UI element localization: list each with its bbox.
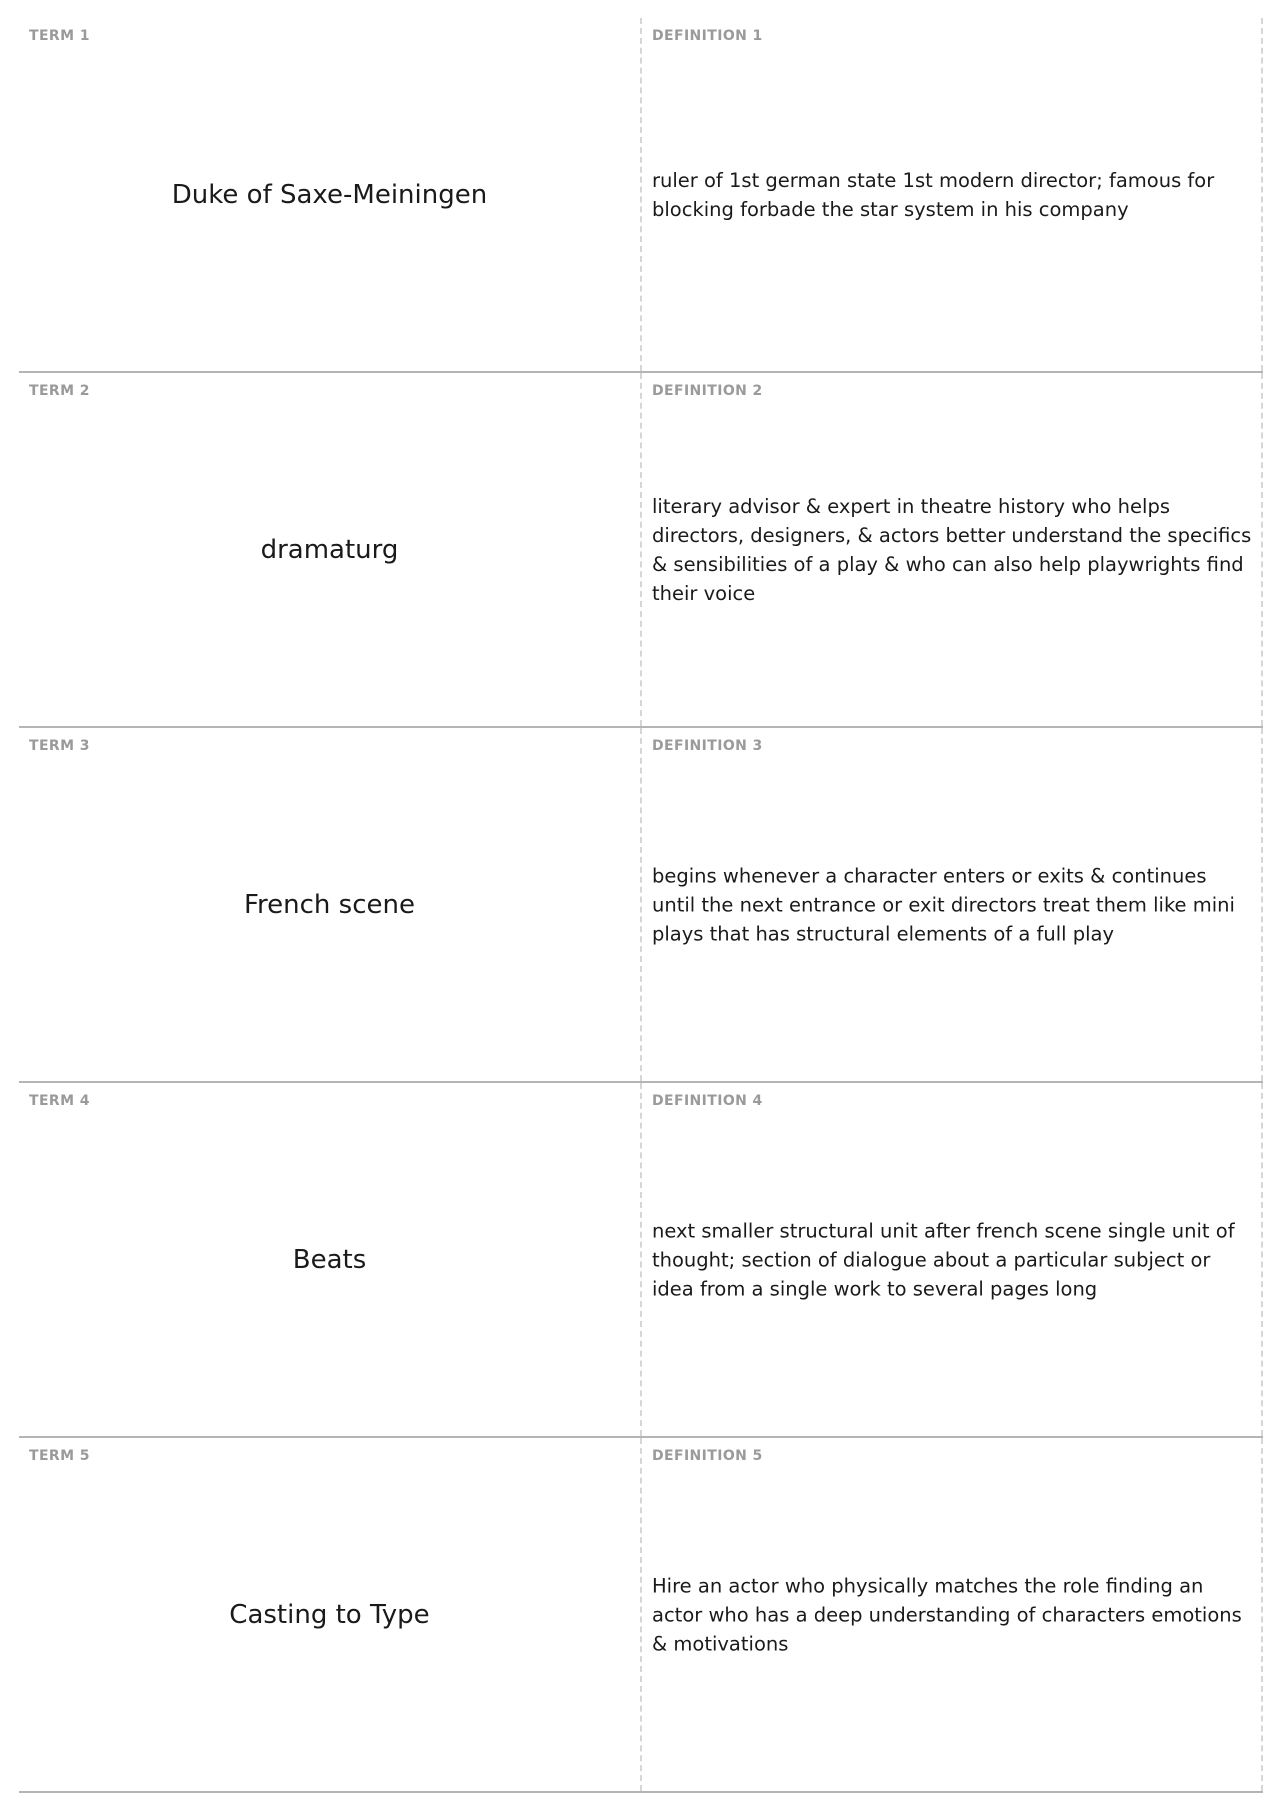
term-cell (19, 1438, 642, 1791)
flashcard-sheet (19, 0, 1263, 1793)
flashcard-row (19, 18, 1263, 373)
term-label: TERM 4 (29, 1093, 90, 1109)
flashcard-row (19, 1083, 1263, 1438)
definition-label: DEFINITION 1 (652, 28, 763, 44)
term-text: Beats (292, 1244, 367, 1275)
term-cell (19, 373, 642, 726)
term-cell (19, 18, 642, 371)
term-text: Casting to Type (229, 1599, 430, 1630)
term-label: TERM 2 (29, 383, 90, 399)
term-text: Duke of Saxe-Meiningen (171, 179, 488, 210)
definition-text: ruler of 1st german state 1st modern director; famous for blocking forbade the star system in his company (652, 168, 1215, 221)
definition-text: literary advisor & expert in theatre history who helps directors, designers, & actors better understand the specifics & sensibilities of a play & who can also help playwrights find their voice (652, 494, 1252, 605)
term-text: French scene (243, 889, 415, 920)
definition-label: DEFINITION 3 (652, 738, 763, 754)
flashcard-row (19, 1438, 1263, 1793)
definition-text: next smaller structural unit after french scene single unit of thought; section of dialogue about a particular subject or idea from a single work to several pages long (652, 1219, 1235, 1300)
term-text: dramaturg (260, 534, 399, 565)
definition-text: begins whenever a character enters or exits & continues until the next entrance or exit directors treat them like mini plays that has structural elements of a full play (652, 864, 1235, 945)
definition-cell (642, 1438, 1263, 1791)
term-label: TERM 1 (29, 28, 90, 44)
definition-cell (642, 1083, 1263, 1436)
flashcard-row (19, 728, 1263, 1083)
term-label: TERM 3 (29, 738, 90, 754)
definition-label: DEFINITION 4 (652, 1093, 763, 1109)
definition-label: DEFINITION 2 (652, 383, 763, 399)
term-label: TERM 5 (29, 1448, 90, 1464)
term-cell (19, 1083, 642, 1436)
definition-cell (642, 373, 1263, 726)
definition-cell (642, 18, 1263, 371)
definition-label: DEFINITION 5 (652, 1448, 763, 1464)
definition-text: Hire an actor who physically matches the role finding an actor who has a deep understanding of characters emotions & motivations (652, 1574, 1242, 1655)
definition-cell (642, 728, 1263, 1081)
term-cell (19, 728, 642, 1081)
flashcard-row (19, 373, 1263, 728)
